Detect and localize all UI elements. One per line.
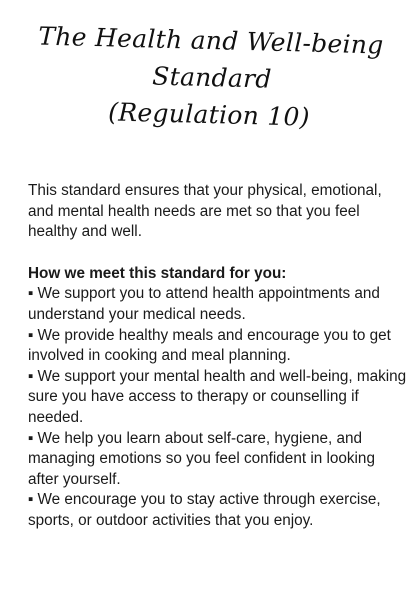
list-item	[28, 367, 408, 429]
intro-paragraph: This standard ensures that your physical, emotional, and mental health needs are met so that you feel healthy and well.	[28, 182, 382, 241]
handwritten-title	[0, 17, 416, 139]
title-line-1: The Health and Well-being	[37, 21, 384, 60]
body-content	[28, 181, 408, 532]
list-item	[28, 326, 408, 367]
bullet-icon: ▪	[28, 285, 34, 303]
bullet-icon: ▪	[28, 491, 34, 509]
list-item	[28, 429, 408, 491]
title-line-2: Standard	[151, 61, 273, 94]
list-item-text: We help you learn about self-care, hygiene, and managing emotions so you feel confident in looking after yourself.	[28, 429, 375, 488]
list-item-text: We support you to attend health appointments and understand your medical needs.	[28, 285, 380, 323]
section-heading: How we meet this standard for you:	[28, 264, 287, 282]
bullet-list	[28, 284, 408, 531]
list-item	[28, 284, 408, 325]
bullet-icon: ▪	[28, 326, 34, 344]
bullet-icon: ▪	[28, 429, 34, 447]
title-line-3: (Regulation 10)	[107, 97, 311, 132]
bullet-icon: ▪	[28, 367, 34, 385]
list-item-text: We provide healthy meals and encourage you to get involved in cooking and meal planning.	[28, 326, 391, 365]
list-item-text: We encourage you to stay active through exercise, sports, or outdoor activities that you enjoy.	[28, 491, 381, 529]
list-item-text: We support your mental health and well-being, making sure you have access to therapy or counselling if needed.	[28, 367, 407, 426]
list-item	[28, 490, 408, 531]
